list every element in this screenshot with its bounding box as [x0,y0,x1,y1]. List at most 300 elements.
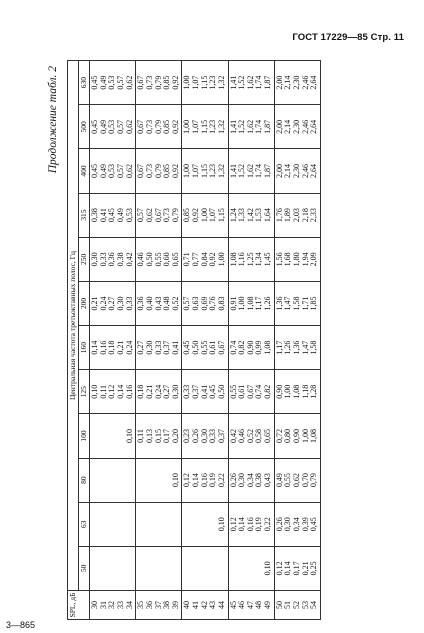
cell-value: 0,45 [309,517,319,532]
cell-value: 0,14 [237,517,247,532]
cell-value: 2,00 [274,75,284,90]
cell-value: 0,49 [98,75,108,90]
cell-value: 0,77 [191,252,201,267]
table-cell [182,546,228,590]
cell-value: 0,41 [98,208,108,223]
spl-value: 31 [98,601,108,609]
cell-value: 0,55 [199,340,209,355]
cell-value: 0,41 [199,384,209,399]
cell-value: 0,10 [90,384,100,399]
table-cell [274,414,320,458]
cell-value: 0,69 [199,296,209,311]
frequency-header-cell: 250 [79,237,90,281]
table-row-group [274,61,320,620]
table-cell [182,193,228,237]
cell-value: 0,17 [291,561,301,576]
cell-value: 1,52 [237,164,247,179]
cell-value: 0,72 [274,428,284,443]
cell-value: 0,79 [153,119,163,134]
table-cell [228,414,274,458]
cell-value: 0,36 [107,252,117,267]
cell-value: 1,32 [216,119,226,134]
cell-value: 0,26 [191,428,201,443]
cell-value: 0,50 [191,340,201,355]
cell-value: 0,49 [98,164,108,179]
table-cell [136,546,182,590]
cell-value: 1,53 [254,208,264,223]
cell-value: 0,82 [263,384,273,399]
cell-value: 1,71 [300,296,310,311]
table-cell [274,149,320,193]
cell-value: 0,24 [124,340,134,355]
cell-value: 0,46 [237,428,247,443]
spl-value: 40 [182,601,192,609]
table-cell [136,237,182,281]
frequency-header-row [79,61,90,620]
cell-value: 0,53 [107,75,117,90]
cell-value: 0,57 [116,164,126,179]
cell-value: 2,64 [309,119,319,134]
spl-value: 38 [162,601,172,609]
cell-value: 0,22 [216,473,226,488]
spl-value: 50 [274,601,284,609]
frequency-header-cell: 100 [79,414,90,458]
cell-value: 0,67 [245,384,255,399]
cell-value: 1,18 [300,384,310,399]
table-row-group [90,61,136,620]
table-cell [90,502,136,546]
cell-value: 0,16 [98,340,108,355]
cell-value: 1,42 [245,208,255,223]
cell-value: 0,55 [283,473,293,488]
cell-value: 0,67 [153,208,163,223]
cell-value: 0,60 [162,252,172,267]
spl-value: 45 [228,601,238,609]
cell-value: 0,11 [98,384,108,399]
table-cell [228,370,274,414]
cell-value: 1,68 [283,252,293,267]
cell-value: 0,49 [274,473,284,488]
cell-value: 1,34 [254,252,264,267]
cell-value: 0,76 [208,296,218,311]
cell-value: 0,38 [116,252,126,267]
cell-value: 0,26 [228,473,238,488]
cell-value: 0,17 [162,428,172,443]
cell-value: 0,45 [90,164,100,179]
spl-header: SPL, дБ [68,591,90,620]
cell-value: 1,87 [263,119,273,134]
cell-value: 0,61 [208,340,218,355]
cell-value: 0,85 [162,164,172,179]
table-cell [90,105,136,149]
cell-value: 0,43 [153,296,163,311]
cell-value: 1,00 [237,296,247,311]
cell-value: 1,26 [283,340,293,355]
page-header: ГОСТ 17229—85 Стр. 11 [292,32,404,43]
cell-value: 0,18 [136,384,146,399]
table-row-group [182,61,228,620]
frequency-header-cell: 160 [79,326,90,370]
spl-value: 34 [124,601,134,609]
cell-value: 0,62 [124,75,134,90]
cell-value: 0,45 [107,208,117,223]
cell-value: 0,21 [90,296,100,311]
cell-value: 0,10 [263,561,273,576]
frequency-header-cell: 50 [79,546,90,590]
cell-value: 1,00 [216,252,226,267]
cell-value: 0,48 [162,296,172,311]
table-header-row-group [68,61,79,620]
cell-value: 0,16 [245,517,255,532]
cell-value: 0,22 [263,517,273,532]
frequency-header-cell: 125 [79,370,90,414]
cell-value: 0,92 [191,208,201,223]
cell-value: 0,53 [107,119,117,134]
cell-value: 0,45 [90,75,100,90]
cell-value: 1,15 [216,208,226,223]
table-cell [136,193,182,237]
cell-value: 0,26 [274,517,284,532]
spl-values-cell [182,591,228,620]
cell-value: 0,10 [124,428,134,443]
cell-value: 1,85 [309,296,319,311]
cell-value: 0,45 [90,119,100,134]
cell-value: 2,14 [283,164,293,179]
cell-value: 1,07 [191,164,201,179]
cell-value: 2,09 [309,252,319,267]
table-cell [274,193,320,237]
cell-value: 0,38 [90,208,100,223]
cell-value: 1,62 [245,119,255,134]
cell-value: 0,30 [283,517,293,532]
table-cell [274,502,320,546]
frequency-header-cell: 200 [79,281,90,325]
cell-value: 0,85 [182,208,192,223]
table-cell [274,105,320,149]
cell-value: 1,41 [228,119,238,134]
cell-value: 0,34 [291,517,301,532]
cell-value: 0,71 [182,252,192,267]
table-cell [90,61,136,105]
cell-value: 1,17 [274,340,284,355]
footer-mark: 3—865 [6,620,36,630]
cell-value: 0,79 [153,164,163,179]
cell-value: 0,62 [124,164,134,179]
cell-value: 0,92 [170,164,180,179]
table-cell [90,281,136,325]
cell-value: 1,07 [191,119,201,134]
table-cell [228,105,274,149]
cell-value: 0,55 [228,384,238,399]
spl-value: 51 [283,601,293,609]
empty-slot [126,460,135,501]
cell-value: 1,08 [245,296,255,311]
cell-value: 1,47 [300,340,310,355]
cell-value: 0,34 [245,473,255,488]
cell-value: 0,33 [124,296,134,311]
cell-value: 1,94 [300,252,310,267]
rotated-table-area [47,60,377,620]
loudness-table [67,60,321,620]
cell-value: 0,70 [300,473,310,488]
cell-value: 0,84 [199,252,209,267]
cell-value: 0,14 [116,384,126,399]
cell-value: 0,30 [170,384,180,399]
table-cell [228,149,274,193]
table-row-group [228,61,274,620]
cell-value: 0,52 [170,296,180,311]
cell-value: 0,18 [107,340,117,355]
spl-value: 52 [291,601,301,609]
spl-values-cell [274,591,320,620]
table-continuation-caption: Продолжение табл. 2 [47,66,59,174]
cell-value: 0,45 [182,340,192,355]
empty-slot [126,548,135,589]
table-cell [228,193,274,237]
cell-value: 1,00 [300,428,310,443]
cell-value: 0,33 [153,340,163,355]
cell-value: 0,43 [263,473,273,488]
cell-value: 0,36 [136,296,146,311]
cell-value: 1,58 [291,296,301,311]
cell-value: 0,67 [136,164,146,179]
cell-value: 2,33 [309,208,319,223]
cell-value: 0,19 [208,473,218,488]
cell-value: 1,58 [309,340,319,355]
table-cell [228,326,274,370]
cell-value: 0,41 [170,340,180,355]
table-cell [182,370,228,414]
cell-value: 1,08 [291,384,301,399]
cell-value: 0,73 [144,75,154,90]
cell-value: 0,73 [162,208,172,223]
empty-slot [172,504,181,545]
cell-value: 0,73 [144,119,154,134]
cell-value: 0,30 [144,340,154,355]
table-cell [274,326,320,370]
cell-value: 0,57 [116,119,126,134]
table-cell [274,237,320,281]
cell-value: 0,52 [245,428,255,443]
frequency-group-header: Центральная частота третьоктавных полос, Гц [68,61,79,591]
table-cell [136,281,182,325]
cell-value: 1,74 [254,119,264,134]
cell-value: 0,27 [107,296,117,311]
cell-value: 0,74 [228,340,238,355]
spl-value: 48 [254,601,264,609]
cell-value: 0,92 [170,119,180,134]
cell-value: 0,21 [116,340,126,355]
cell-value: 2,64 [309,75,319,90]
frequency-header-cell: 630 [79,61,90,105]
cell-value: 0,14 [191,473,201,488]
cell-value: 1,23 [208,164,218,179]
table-cell [90,458,136,502]
cell-value: 2,30 [291,75,301,90]
cell-value: 1,15 [199,164,209,179]
cell-value: 0,30 [116,296,126,311]
table-cell [90,370,136,414]
table-body [90,61,321,620]
table-cell [136,458,182,502]
cell-value: 0,24 [153,384,163,399]
cell-value: 0,85 [162,119,172,134]
cell-value: 1,52 [237,75,247,90]
cell-value: 0,21 [300,561,310,576]
cell-value: 0,33 [182,384,192,399]
cell-value: 0,80 [283,428,293,443]
frequency-header-cell: 500 [79,105,90,149]
table-cell [182,281,228,325]
table-cell [274,458,320,502]
cell-value: 0,42 [124,252,134,267]
table-cell [228,546,274,590]
cell-value: 0,10 [170,473,180,488]
cell-value: 2,64 [309,164,319,179]
cell-value: 1,15 [199,119,209,134]
cell-value: 0,37 [191,384,201,399]
cell-value: 1,87 [263,164,273,179]
table-cell [182,414,228,458]
cell-value: 1,08 [263,340,273,355]
spl-value: 35 [136,601,146,609]
cell-value: 0,12 [274,561,284,576]
cell-value: 0,30 [90,252,100,267]
table-cell [228,458,274,502]
spl-value: 32 [107,601,117,609]
spl-value: 36 [144,601,154,609]
table-cell [136,414,182,458]
cell-value: 2,46 [300,75,310,90]
table-cell [182,61,228,105]
cell-value: 0,15 [153,428,163,443]
spl-values-cell [90,591,136,620]
cell-value: 0,67 [136,75,146,90]
empty-slot [172,548,181,589]
cell-value: 1,52 [237,119,247,134]
cell-value: 0,83 [216,296,226,311]
table-cell [274,281,320,325]
cell-value: 0,12 [107,384,117,399]
cell-value: 0,11 [136,429,146,443]
cell-value: 0,53 [124,208,134,223]
cell-value: 0,63 [191,296,201,311]
cell-value: 1,74 [254,75,264,90]
spl-value: 49 [263,601,273,609]
cell-value: 0,62 [291,473,301,488]
table-cell [182,149,228,193]
cell-value: 0,33 [98,252,108,267]
cell-value: 1,47 [283,296,293,311]
table-cell [228,281,274,325]
cell-value: 0,27 [136,340,146,355]
spl-value: 37 [153,601,163,609]
cell-value: 1,80 [291,252,301,267]
cell-value: 0,90 [245,340,255,355]
cell-value: 0,85 [162,75,172,90]
spl-values-cell [136,591,182,620]
cell-value: 0,90 [291,428,301,443]
frequency-header-cell: 315 [79,193,90,237]
cell-value: 1,45 [263,252,273,267]
cell-value: 0,62 [144,208,154,223]
table-cell [182,326,228,370]
cell-value: 1,15 [199,75,209,90]
spl-value: 44 [216,601,226,609]
cell-value: 2,14 [283,119,293,134]
cell-value: 0,79 [153,75,163,90]
cell-value: 0,14 [90,340,100,355]
cell-value: 0,74 [254,384,264,399]
cell-value: 0,16 [199,473,209,488]
cell-value: 2,03 [291,208,301,223]
cell-value: 0,37 [216,428,226,443]
cell-value: 0,16 [124,384,134,399]
cell-value: 1,00 [182,119,192,134]
cell-value: 1,24 [228,208,238,223]
cell-value: 1,62 [245,164,255,179]
cell-value: 2,30 [291,164,301,179]
table-cell [182,237,228,281]
cell-value: 0,12 [182,473,192,488]
cell-value: 0,55 [153,252,163,267]
spl-values-cell [228,591,274,620]
cell-value: 2,14 [283,75,293,90]
cell-value: 0,10 [216,517,226,532]
cell-value: 0,82 [237,340,247,355]
cell-value: 0,57 [116,75,126,90]
cell-value: 0,42 [228,428,238,443]
table-cell [274,546,320,590]
table-cell [136,326,182,370]
frequency-header-cell: 80 [79,458,90,502]
cell-value: 0,40 [144,296,154,311]
cell-value: 0,25 [309,561,319,576]
table-cell [274,370,320,414]
cell-value: 0,33 [208,428,218,443]
cell-value: 0,20 [170,428,180,443]
cell-value: 1,00 [199,208,209,223]
cell-value: 1,08 [309,428,319,443]
table-cell [90,149,136,193]
table-cell [228,502,274,546]
cell-value: 0,27 [162,384,172,399]
table-cell [274,61,320,105]
empty-slot [126,504,135,545]
cell-value: 1,00 [283,384,293,399]
table-cell [182,502,228,546]
table-cell [90,326,136,370]
cell-value: 2,00 [274,164,284,179]
cell-value: 1,36 [274,296,284,311]
table-row-group [136,61,182,620]
cell-value: 0,57 [136,208,146,223]
cell-value: 1,56 [274,252,284,267]
cell-value: 0,37 [162,340,172,355]
cell-value: 1,25 [245,252,255,267]
cell-value: 0,65 [170,252,180,267]
table-cell [90,193,136,237]
cell-value: 0,99 [254,340,264,355]
spl-value: 39 [170,601,180,609]
cell-value: 0,21 [144,384,154,399]
cell-value: 1,16 [237,252,247,267]
cell-value: 1,62 [245,75,255,90]
table-cell [136,370,182,414]
spl-value: 33 [116,601,126,609]
cell-value: 0,61 [237,384,247,399]
cell-value: 0,30 [199,428,209,443]
